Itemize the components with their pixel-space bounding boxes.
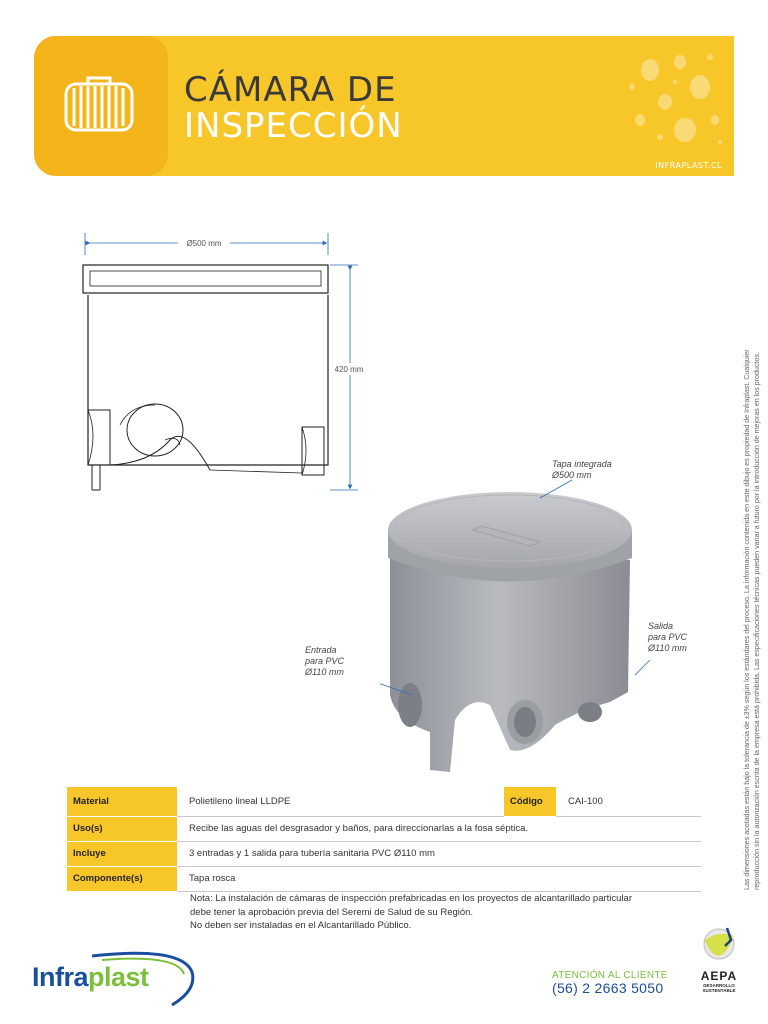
specifications-table <box>67 787 701 892</box>
uses-value: Recibe las aguas del desgrasador y baños, para direccionarlas a la fosa séptica. <box>177 816 701 841</box>
title-line-1: CÁMARA DE <box>184 70 397 110</box>
code-value: CAI-100 <box>556 787 701 816</box>
contact-label: ATENCIÓN AL CLIENTE <box>552 970 668 981</box>
title-line-2: INSPECCIÓN <box>184 106 403 146</box>
height-dimension-label: 420 mm <box>334 365 364 374</box>
website-label: INFRAPLAST.CL <box>655 161 722 170</box>
infraplast-logo <box>32 950 202 1015</box>
legal-line-2: reproducción sin la autorización escrita de la empresa está prohibida. Las especificaciones técnicas pueden variar a futuro por la introducción de mejoras en los productos. <box>753 352 761 890</box>
page-title <box>184 72 403 144</box>
product-icon-box <box>34 36 168 176</box>
table-row <box>67 787 701 816</box>
note-line-2: debe tener la aprobación previa del Seremi de Salud de su Región. <box>190 906 474 918</box>
legal-line-1: Las dimensiones acotadas están bajo la tolerancia de ±3% según los estándares del proceso. La información contenida en este dibujo es propiedad de Infraplast. Cualquier <box>743 349 751 890</box>
brand-name-part-2: plast <box>88 962 149 992</box>
width-dimension-label: Ø500 mm <box>186 239 222 248</box>
septic-tank-icon <box>34 36 168 176</box>
includes-value: 3 entradas y 1 salida para tubería sanitaria PVC Ø110 mm <box>177 841 701 866</box>
aepa-name: AEPA <box>700 969 738 983</box>
note-line-3: No deben ser instaladas en el Alcantarillado Público. <box>190 920 412 931</box>
components-label: Componente(s) <box>67 866 177 891</box>
table-row <box>67 866 701 891</box>
uses-label: Uso(s) <box>67 816 177 841</box>
aepa-globe-icon <box>699 926 739 962</box>
legal-disclaimer <box>740 200 764 890</box>
aepa-subtitle-1: DESARROLLO <box>703 983 735 988</box>
lid-callout: Tapa integrada Ø500 mm <box>552 459 612 480</box>
table-row <box>67 816 701 841</box>
material-value: Polietileno lineal LLDPE <box>177 787 504 816</box>
header-banner <box>34 36 734 176</box>
code-label: Código <box>504 787 556 816</box>
aepa-subtitle-2: SUSTENTABLE <box>702 988 736 993</box>
inlet-callout: Entrada para PVC Ø110 mm <box>305 645 345 677</box>
table-row <box>67 841 701 866</box>
components-value: Tapa rosca <box>177 866 701 891</box>
brand-name-part-1: Infra <box>32 962 89 992</box>
note-line-1: Nota: La instalación de cámaras de inspección prefabricadas en los proyectos de alcantarillado particular <box>190 893 633 904</box>
legal-text-rotated <box>740 200 766 890</box>
technical-drawing <box>60 225 370 500</box>
outlet-callout: Salida para PVC Ø110 mm <box>648 621 688 653</box>
material-label: Material <box>67 787 177 816</box>
contact-phone: (56) 2 2663 5050 <box>552 980 664 996</box>
includes-label: Incluye <box>67 841 177 866</box>
water-drops-decoration <box>620 42 730 152</box>
product-photo <box>380 470 660 780</box>
installation-note <box>190 892 710 933</box>
aepa-badge <box>694 926 744 993</box>
customer-service <box>552 970 668 996</box>
